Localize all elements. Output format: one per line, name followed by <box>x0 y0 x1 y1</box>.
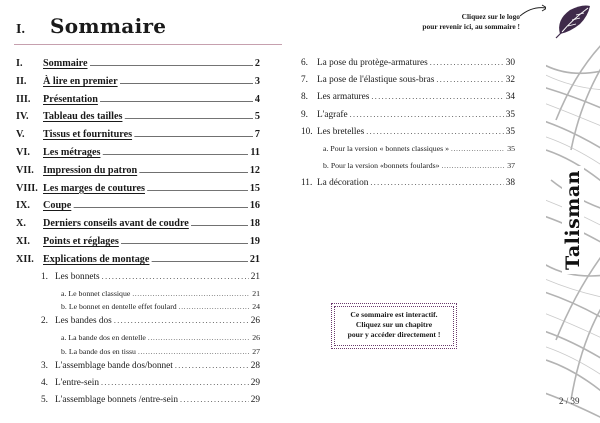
toc-entry-number: II. <box>16 75 27 87</box>
toc-subentry-page: 26 <box>250 316 260 327</box>
toc-entry-points-et-reglages[interactable] <box>16 236 260 254</box>
toc-subentry-page: 29 <box>250 377 260 388</box>
toc-subsubentry-number: a. <box>323 143 329 153</box>
toc-subentry-number: 2. <box>41 316 48 327</box>
toc-subentry-les-bretelles[interactable] <box>301 127 515 144</box>
toc-subentry-label: Les bonnets <box>55 271 100 282</box>
dot-leader <box>191 218 248 229</box>
toc-subentry-page: 30 <box>505 58 515 68</box>
toc-entry-label: Impression du patron <box>43 164 138 176</box>
toc-entry-label: Les métrages <box>43 146 101 158</box>
toc-entry-tissus-et-fournitures[interactable] <box>16 129 260 147</box>
toc-entry-page: 12 <box>249 164 260 176</box>
interactive-hint-line-2: Cliquez sur un chapitre <box>355 320 433 330</box>
toc-entry-label: Tableau des tailles <box>43 111 123 123</box>
toc-entry-number: VII. <box>16 164 34 176</box>
toc-entry-number: X. <box>16 218 26 230</box>
toc-entry-number: IV. <box>16 111 29 123</box>
toc-entry-page: 21 <box>249 253 260 265</box>
toc-entry-page: 7 <box>254 129 260 141</box>
toc-entry-label: Coupe <box>43 200 72 212</box>
toc-subsubentry-number: a. <box>61 288 67 298</box>
toc-entry-page: 16 <box>249 200 260 212</box>
toc-subentry-page: 32 <box>505 75 515 86</box>
toc-subentry-label: L'agrafe <box>317 109 348 120</box>
toc-subentry-label: La décoration <box>317 178 369 189</box>
toc-subsubentry-bande-dos-tissu[interactable] <box>16 347 260 361</box>
toc-subentry-number: 1. <box>41 271 48 282</box>
dot-leader <box>436 75 503 85</box>
toc-subentry-number: 3. <box>41 360 48 371</box>
toc-entry-label: Points et réglages <box>43 235 119 247</box>
dot-leader <box>148 333 250 342</box>
feather-logo-icon <box>546 0 600 40</box>
dot-leader <box>73 200 248 211</box>
toc-entry-label: Derniers conseils avant de coudre <box>43 218 189 230</box>
toc-subentry-page: 38 <box>505 178 515 189</box>
toc-entry-number: IX. <box>16 200 30 212</box>
toc-right-column <box>301 58 515 196</box>
toc-subentry-decoration[interactable] <box>301 178 515 195</box>
toc-subsubentry-page: 37 <box>507 161 515 171</box>
brand-name: Talisman <box>562 166 584 274</box>
toc-entry-explications-de-montage[interactable] <box>16 254 260 272</box>
logo-hint <box>360 12 520 32</box>
logo-link[interactable] <box>546 0 600 40</box>
toc-entry-label: Tissus et fournitures <box>43 129 133 141</box>
toc-subsubentry-number: b. <box>323 161 329 171</box>
toc-entry-label: Les marges de coutures <box>43 182 145 194</box>
dot-leader <box>350 110 504 120</box>
toc-entry-number: V. <box>16 129 25 141</box>
toc-subsubentry-page: 26 <box>252 333 260 343</box>
toc-subentry-assemblage-bonnets-entre-sein[interactable] <box>16 395 260 412</box>
dot-leader <box>132 289 250 298</box>
dot-leader <box>180 395 249 405</box>
toc-subentry-page: 35 <box>505 126 515 137</box>
dot-leader <box>120 76 253 87</box>
toc-entry-label: Présentation <box>43 93 98 105</box>
toc-subsubentry-bonnets-foulards[interactable] <box>301 161 515 178</box>
toc-subsubentry-number: b. <box>61 346 67 356</box>
toc-entry-number: I. <box>16 58 23 69</box>
dot-leader <box>366 127 503 137</box>
toc-entry-coupe[interactable] <box>16 200 260 218</box>
toc-entry-number: VIII. <box>16 182 38 194</box>
title-text: Sommaire <box>50 14 167 38</box>
toc-entry-label: Explications de montage <box>43 253 150 265</box>
interactive-hint-line-1: Ce sommaire est interactif. <box>350 310 438 319</box>
toc-entry-page: 3 <box>254 75 260 87</box>
logo-hint-line-1: Cliquez sur le logo <box>461 12 520 21</box>
toc-subsubentry-label: La bande dos en tissu <box>68 346 136 356</box>
logo-hint-line-2: pour revenir ici, au sommaire ! <box>422 22 520 31</box>
toc-subsubentry-page: 24 <box>252 302 260 312</box>
toc-entry-page: 4 <box>254 93 260 105</box>
toc-subsubentry-label: Pour la version « bonnets classiques » <box>330 143 450 153</box>
dot-leader <box>147 183 248 194</box>
dot-leader <box>451 144 505 153</box>
toc-subentry-page: 34 <box>505 92 515 103</box>
toc-entry-label: À lire en premier <box>43 75 118 87</box>
toc-entry-page: 5 <box>254 111 260 123</box>
toc-subentry-les-armatures[interactable] <box>301 92 515 109</box>
toc-entry-presentation[interactable] <box>16 94 260 112</box>
page-title <box>16 14 166 38</box>
toc-subentry-les-bonnets[interactable] <box>16 272 260 289</box>
toc-subentry-number: 6. <box>301 58 308 68</box>
toc-entry-number: XII. <box>16 253 34 265</box>
toc-subsubentry-label: Le bonnet classique <box>68 288 131 298</box>
toc-subentry-label: Les bretelles <box>317 126 365 137</box>
toc-entry-sommaire[interactable] <box>16 58 260 76</box>
toc-subsubentry-bonnet-dentelle[interactable] <box>16 302 260 316</box>
dot-leader <box>102 147 248 158</box>
dot-leader <box>102 272 249 282</box>
dot-leader <box>124 111 252 122</box>
toc-subentry-label: Les armatures <box>317 92 370 103</box>
dot-leader <box>151 254 247 265</box>
toc-subsubentry-number: a. <box>61 333 67 343</box>
toc-subsubentry-page: 27 <box>252 346 260 356</box>
dot-leader <box>179 302 251 311</box>
toc-subentry-page: 29 <box>250 394 260 405</box>
toc-entry-label: Sommaire <box>43 58 88 69</box>
dot-leader <box>138 347 250 356</box>
toc-subentry-label: L'assemblage bonnets /entre-sein <box>55 394 179 405</box>
dot-leader <box>371 92 503 102</box>
toc-subentry-label: L'assemblage bande dos/bonnet <box>55 360 173 371</box>
toc-subentry-agrafe[interactable] <box>301 110 515 127</box>
toc-entry-number: III. <box>16 93 31 105</box>
toc-entry-page: 15 <box>249 182 260 194</box>
toc-subentry-label: La pose de l'élastique sous-bras <box>317 75 435 86</box>
dot-leader <box>121 236 248 247</box>
toc-subsubentry-page: 21 <box>252 288 260 298</box>
toc-subentry-label: Les bandes dos <box>55 316 112 327</box>
toc-subentry-number: 10. <box>301 126 313 137</box>
toc-entry-number: XI. <box>16 235 30 247</box>
dot-leader <box>90 58 253 69</box>
toc-entry-derniers-conseils[interactable] <box>16 218 260 236</box>
toc-subentry-elastique-sous-bras[interactable] <box>301 75 515 92</box>
toc-entry-a-lire-en-premier[interactable] <box>16 76 260 94</box>
dot-leader <box>370 178 503 188</box>
dot-leader <box>101 378 249 388</box>
toc-entry-tableau-des-tailles[interactable] <box>16 111 260 129</box>
dot-leader <box>430 58 504 68</box>
toc-entry-page: 2 <box>254 58 260 69</box>
toc-subentry-assemblage-bande-dos-bonnet[interactable] <box>16 361 260 378</box>
toc-subentry-protege-armatures[interactable] <box>301 58 515 75</box>
toc-subentry-page: 28 <box>250 360 260 371</box>
toc-subentry-les-bandes-dos[interactable] <box>16 316 260 333</box>
toc-subsubentry-number: b. <box>61 302 67 312</box>
toc-entry-les-marges-de-coutures[interactable] <box>16 183 260 201</box>
toc-subsubentry-label: Le bonnet en dentelle effet foulard <box>68 302 177 312</box>
dot-leader <box>114 316 249 326</box>
toc-subsubentry-page: 35 <box>507 143 515 153</box>
toc-subentry-number: 9. <box>301 109 308 120</box>
toc-subsubentry-label: Pour la version «bonnets foulards» <box>330 161 440 171</box>
toc-subsubentry-bonnet-classique[interactable] <box>16 289 260 303</box>
title-number: I. <box>16 22 25 37</box>
toc-entry-impression-du-patron[interactable] <box>16 165 260 183</box>
interactive-hint-line-3: pour y accéder directement ! <box>347 330 441 340</box>
toc-left-column <box>16 58 260 412</box>
toc-subsubentry-bande-dos-dentelle[interactable] <box>16 333 260 347</box>
toc-subentry-label: La pose du protège-armatures <box>317 58 428 68</box>
dot-leader <box>139 165 248 176</box>
toc-entry-les-metrages[interactable] <box>16 147 260 165</box>
interactive-hint-box <box>334 306 454 346</box>
dot-leader <box>175 361 249 371</box>
toc-subentry-number: 7. <box>301 75 308 86</box>
toc-subentry-page: 21 <box>250 271 260 282</box>
title-underline <box>14 44 282 45</box>
toc-entry-page: 19 <box>249 235 260 247</box>
toc-subentry-page: 35 <box>505 109 515 120</box>
toc-entry-page: 11 <box>250 146 260 158</box>
toc-subentry-entre-sein[interactable] <box>16 378 260 395</box>
toc-entry-page: 18 <box>249 218 260 230</box>
toc-entry-number: VI. <box>16 146 30 158</box>
brand-vertical-title <box>546 170 600 270</box>
toc-subentry-number: 5. <box>41 394 48 405</box>
toc-subentry-label: L'entre-sein <box>55 377 100 388</box>
dot-leader <box>100 94 253 105</box>
dot-leader <box>134 129 253 140</box>
toc-subsubentry-bonnets-classiques[interactable] <box>301 144 515 161</box>
page-number: 2 / 39 <box>559 396 580 406</box>
toc-subsubentry-label: La bande dos en dentelle <box>68 333 146 343</box>
dot-leader <box>442 161 506 170</box>
toc-subentry-number: 11. <box>301 178 313 189</box>
toc-subentry-number: 8. <box>301 92 308 103</box>
toc-subentry-number: 4. <box>41 377 48 388</box>
